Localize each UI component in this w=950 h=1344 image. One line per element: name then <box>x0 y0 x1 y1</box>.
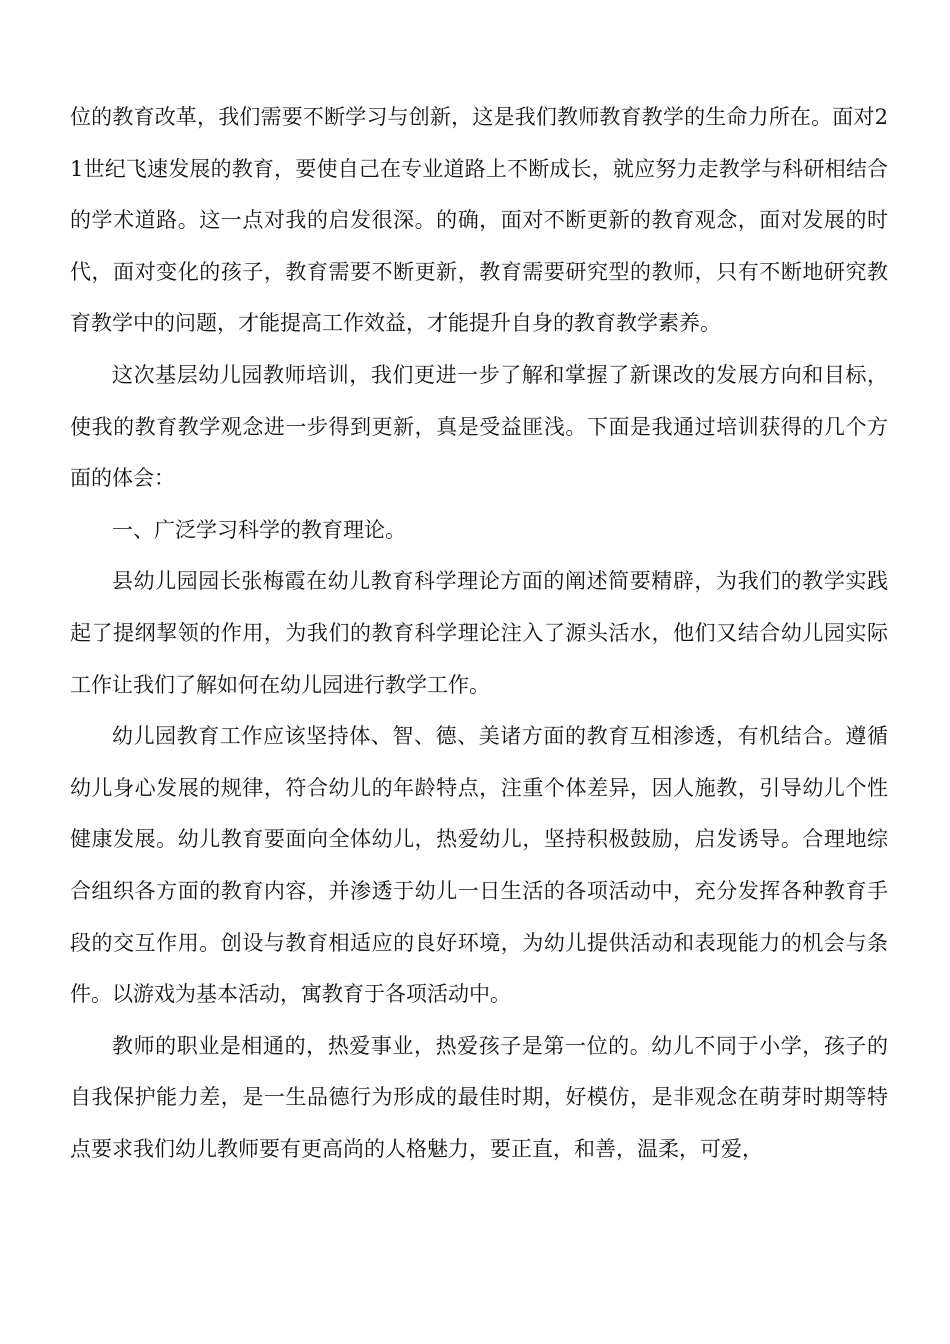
section-heading-1: 一、广泛学习科学的教育理论。 <box>112 517 406 542</box>
paragraph-1: 位的教育改革，我们需要不断学习与创新，这是我们教师教育教学的生命力所在。面对21世纪飞速发展的教育，要使自己在专业道路上不断成长，就应努力走教学与科研相结合的学术道路。这一点对我的启发很深。的确，面对不断更新的教育观念，面对发展的时代，面对变化的孩子，教育需要不断更新，教育需要研究型的教师，只有不断地研究教育教学中的问题，才能提高工作效益，才能提升自身的教育教学素养。 <box>70 105 888 336</box>
paragraph-2: 这次基层幼儿园教师培训，我们更进一步了解和掌握了新课改的发展方向和目标，使我的教育教学观念进一步得到更新，真是受益匪浅。下面是我通过培训获得的几个方面的体会： <box>70 362 888 491</box>
paragraph-4: 幼儿园教育工作应该坚持体、智、德、美诸方面的教育互相渗透，有机结合。遵循幼儿身心发展的规律，符合幼儿的年龄特点，注重个体差异，因人施教，引导幼儿个性健康发展。幼儿教育要面向全体幼儿，热爱幼儿，坚持积极鼓励，启发诱导。合理地综合组织各方面的教育内容，并渗透于幼儿一日生活的各项活动中，充分发挥各种教育手段的交互作用。创设与教育相适应的良好环境，为幼儿提供活动和表现能力的机会与条件。以游戏为基本活动，寓教育于各项活动中。 <box>70 724 888 1007</box>
paragraph-5: 教师的职业是相通的，热爱事业，热爱孩子是第一位的。幼儿不同于小学，孩子的自我保护能力差，是一生品德行为形成的最佳时期，好模仿，是非观念在萌芽时期等特点要求我们幼儿教师要有更高尚的人格魅力，要正直，和善，温柔，可爱， <box>70 1033 888 1161</box>
paragraph-3: 县幼儿园园长张梅霞在幼儿教育科学理论方面的阐述简要精辟，为我们的教学实践起了提纲挈领的作用，为我们的教育科学理论注入了源头活水，他们又结合幼儿园实际工作让我们了解如何在幼儿园进行教学工作。 <box>70 569 888 697</box>
